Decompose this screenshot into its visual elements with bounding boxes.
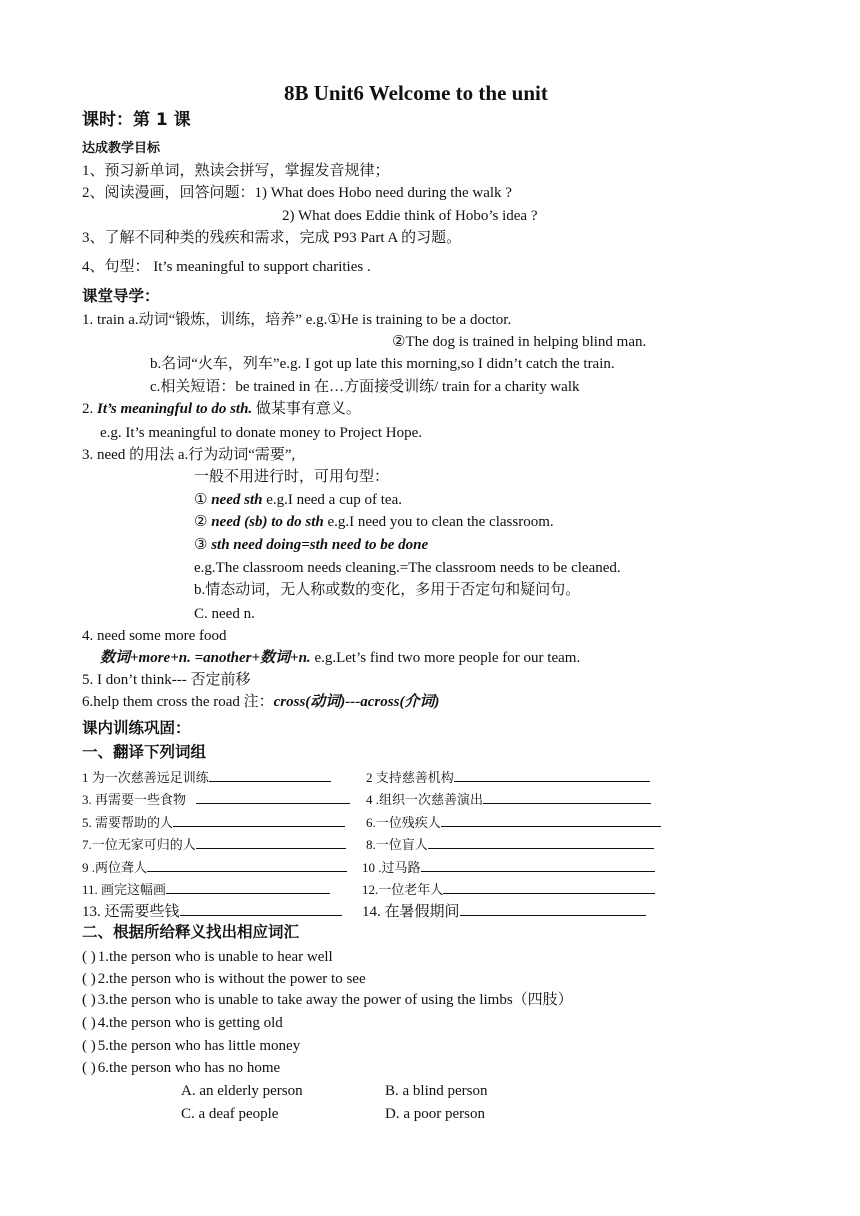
definition-row — [82, 1014, 283, 1033]
page-title: 8B Unit6 Welcome to the unit — [284, 81, 548, 105]
guide-line-11 — [194, 536, 428, 555]
guide-line-16-example: e.g.Let’s find two more people for our team. — [310, 650, 581, 666]
guide-line-3: b.名词“火车，列车”e.g. I got up late this morning,so I didn’t catch the train. — [150, 356, 615, 372]
guide-line-9-pattern: need sth — [211, 492, 263, 508]
translate-item-11-text: 11. 画完这幅画 — [82, 882, 167, 897]
guide-line-5-pattern: It’s meaningful to do sth. — [97, 401, 253, 417]
answer-blank[interactable] — [180, 901, 342, 916]
translate-item-10 — [362, 857, 655, 877]
section-1-heading: 一、翻译下列词组 — [82, 743, 207, 761]
guide-line-5-num: 2. — [82, 401, 97, 417]
guide-line-13: b.情态动词，无人称或数的变化，多用于否定句和疑问句。 — [194, 582, 581, 598]
answer-blank[interactable] — [460, 901, 646, 916]
translate-item-12-text: 12.一位老年人 — [362, 882, 444, 897]
translate-item-7-text: 7.一位无家可归的人 — [82, 837, 196, 852]
goal-2-sub: 2) What does Eddie think of Hobo’s idea ? — [282, 208, 538, 224]
translate-item-8 — [366, 834, 654, 854]
translate-item-6 — [366, 812, 661, 832]
translate-item-12 — [362, 879, 655, 899]
answer-blank[interactable] — [166, 879, 330, 894]
guide-line-10-example: e.g.I need you to clean the classroom. — [323, 514, 554, 530]
lesson-label: 课时：第 1 课 — [82, 110, 191, 130]
goals-heading: 达成教学目标 — [82, 141, 161, 156]
answer-blank[interactable] — [421, 857, 655, 872]
definition-row — [82, 1059, 280, 1078]
guide-line-18 — [82, 693, 439, 712]
answer-blank[interactable] — [454, 767, 650, 782]
answer-parens[interactable]: ( ) — [82, 1060, 96, 1076]
translate-item-4 — [366, 789, 651, 809]
translate-item-9-text: 9 .两位聋人 — [82, 860, 148, 875]
translate-item-1-text: 1 为一次慈善远足训练 — [82, 770, 209, 785]
section-2-heading: 二、根据所给释义找出相应词汇 — [82, 923, 300, 941]
answer-blank[interactable] — [428, 834, 654, 849]
answer-blank[interactable] — [209, 767, 331, 782]
translate-item-10-text: 10 .过马路 — [362, 860, 421, 875]
goal-4: 4、句型： It’s meaningful to support charities . — [82, 259, 371, 275]
definition-row — [82, 1037, 300, 1056]
guide-line-18-note: cross(动词)---across(介词) — [273, 694, 440, 710]
guide-line-1: 1. train a.动词“锻炼，训练，培养” e.g.①He is training to be a doctor. — [82, 312, 512, 328]
answer-blank[interactable] — [173, 812, 345, 827]
option-c: C. a deaf people — [181, 1106, 279, 1122]
translate-item-13-text: 13. 还需要些钱 — [82, 904, 180, 920]
definition-text: 3.the person who is unable to take away the power of using the limbs（四肢） — [97, 992, 573, 1008]
option-b: B. a blind person — [385, 1083, 488, 1099]
guide-line-12: e.g.The classroom needs cleaning.=The classroom needs to be cleaned. — [194, 560, 621, 576]
answer-blank[interactable] — [441, 812, 661, 827]
answer-blank[interactable] — [196, 834, 346, 849]
translate-item-9 — [82, 857, 347, 877]
guide-line-4: c.相关短语：be trained in 在…方面接受训练/ train for a charity walk — [150, 379, 580, 395]
translate-item-14 — [362, 901, 646, 922]
answer-blank[interactable] — [483, 789, 651, 804]
guide-line-16-pattern: 数词+more+n. =another+数词+n. — [100, 650, 311, 666]
definition-text: 4.the person who is getting old — [97, 1015, 283, 1031]
guide-line-11-num: ③ — [194, 537, 212, 553]
guide-line-6: e.g. It’s meaningful to donate money to Project Hope. — [100, 425, 423, 441]
translate-item-4-text: 4 .组织一次慈善演出 — [366, 792, 484, 807]
guide-line-9-num: ① — [194, 492, 212, 508]
answer-blank[interactable] — [443, 879, 655, 894]
answer-parens[interactable]: ( ) — [82, 992, 96, 1008]
translate-item-2-text: 2 支持慈善机构 — [366, 770, 454, 785]
answer-parens[interactable]: ( ) — [82, 1015, 96, 1031]
guide-line-16 — [100, 649, 580, 668]
translate-item-1 — [82, 767, 331, 787]
guide-line-11-pattern: sth need doing=sth need to be done — [211, 537, 429, 553]
practice-heading: 课内训练巩固： — [82, 719, 191, 737]
definition-row — [82, 948, 333, 967]
answer-parens[interactable]: ( ) — [82, 949, 96, 965]
guide-line-10-pattern: need (sb) to do sth — [211, 514, 324, 530]
answer-parens[interactable]: ( ) — [82, 1038, 96, 1054]
translate-item-13 — [82, 901, 342, 922]
translate-item-3-text: 3. 再需要一些食物 — [82, 792, 187, 807]
guide-heading: 课堂导学： — [82, 287, 160, 305]
guide-line-14: C. need n. — [194, 606, 255, 622]
translate-item-5 — [82, 812, 345, 832]
translate-item-11 — [82, 879, 330, 899]
option-d: D. a poor person — [385, 1106, 485, 1122]
definition-text: 5.the person who has little money — [97, 1038, 301, 1054]
answer-parens[interactable]: ( ) — [82, 971, 96, 987]
guide-line-5-meaning: 做某事有意义。 — [252, 401, 361, 417]
option-a: A. an elderly person — [181, 1083, 303, 1099]
guide-line-5 — [82, 400, 361, 419]
definition-text: 1.the person who is unable to hear well — [97, 949, 333, 965]
guide-line-10 — [194, 513, 554, 532]
guide-line-9-example: e.g.I need a cup of tea. — [262, 492, 402, 508]
translate-item-14-text: 14. 在暑假期间 — [362, 904, 460, 920]
answer-blank[interactable] — [147, 857, 347, 872]
translate-item-5-text: 5. 需要帮助的人 — [82, 815, 174, 830]
translate-item-6-text: 6.一位残疾人 — [366, 815, 441, 830]
guide-line-15: 4. need some more food — [82, 628, 227, 644]
guide-line-17: 5. I don’t think--- 否定前移 — [82, 672, 251, 688]
goal-2: 2、阅读漫画，回答问题：1) What does Hobo need during the walk ? — [82, 185, 512, 201]
guide-line-2: ②The dog is trained in helping blind man. — [392, 334, 647, 350]
answer-blank[interactable] — [196, 789, 350, 804]
goal-1: 1、预习新单词，熟读会拼写，掌握发音规律； — [82, 163, 390, 179]
definition-row — [82, 970, 366, 989]
goal-3: 3、了解不同种类的残疾和需求，完成 P93 Part A 的习题。 — [82, 230, 462, 246]
translate-item-2 — [366, 767, 650, 787]
guide-line-9 — [194, 491, 402, 510]
guide-line-8: 一般不用进行时，可用句型： — [194, 469, 390, 485]
guide-line-7: 3. need 的用法 a.行为动词“需要”, — [82, 447, 296, 463]
translate-item-8-text: 8.一位盲人 — [366, 837, 428, 852]
definition-row — [82, 991, 573, 1010]
definition-text: 2.the person who is without the power to see — [97, 971, 366, 987]
definition-text: 6.the person who has no home — [97, 1060, 281, 1076]
guide-line-10-num: ② — [194, 514, 212, 530]
translate-item-3 — [82, 789, 350, 809]
guide-line-18-text: 6.help them cross the road 注： — [82, 694, 274, 710]
translate-item-7 — [82, 834, 346, 854]
